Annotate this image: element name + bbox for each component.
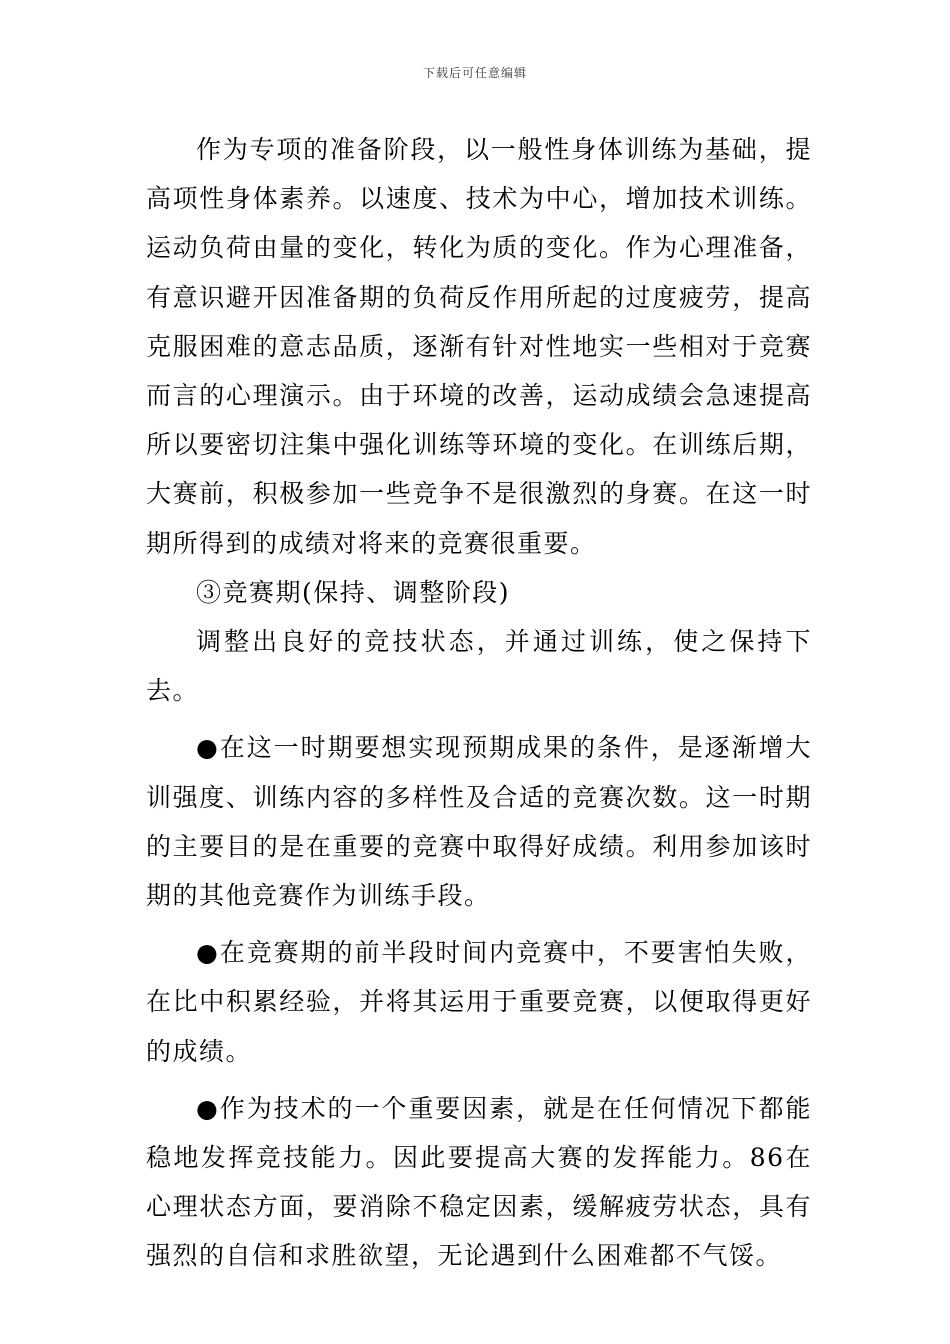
- bullet-paragraph-technique: ●作为技术的一个重要因素，就是在任何情况下都能稳地发挥竞技能力。因此要提高大赛的发挥能力。86在心理状态方面，要消除不稳定因素，缓解疲劳状态，具有强烈的自信和求胜欲望，无论遇到什么困难都不气馁。: [146, 1093, 812, 1271]
- paragraph-competition-intro: 调整出良好的竞技状态，并通过训练，使之保持下去。: [146, 627, 812, 706]
- bullet-paragraph-conditions: ●在这一时期要想实现预期成果的条件，是逐渐增大训强度、训练内容的多样性及合适的竞赛次数。这一时期的主要目的是在重要的竞赛中取得好成绩。利用参加该时期的其他竞赛作为训练手段。: [146, 733, 812, 911]
- bullet-paragraph-early-competition: ●在竞赛期的前半段时间内竞赛中，不要害怕失败，在比中积累经验，并将其运用于重要竞赛，以便取得更好的成绩。: [146, 938, 812, 1066]
- page-header: 下载后可任意编辑: [422, 66, 527, 80]
- paragraph-preparation-stage: 作为专项的准备阶段，以一般性身体训练为基础，提高项性身体素养。以速度、技术为中心，增加技术训练。运动负荷由量的变化，转化为质的变化。作为心理准备，有意识避开因准备期的负荷反作用所起的过度疲劳，提高克服困难的意志品质，逐渐有针对性地实一些相对于竞赛而言的心理演示。由于环境的改善，运动成绩会急速提高所以要密切注集中强化训练等环境的变化。在训练后期，大赛前，积极参加一些竞争不是很激烈的身赛。在这一时期所得到的成绩对将来的竞赛很重要。: [146, 135, 812, 558]
- section-heading-competition-period: ③竞赛期(保持、调整阶段): [196, 577, 511, 607]
- document-body: [146, 125, 812, 1281]
